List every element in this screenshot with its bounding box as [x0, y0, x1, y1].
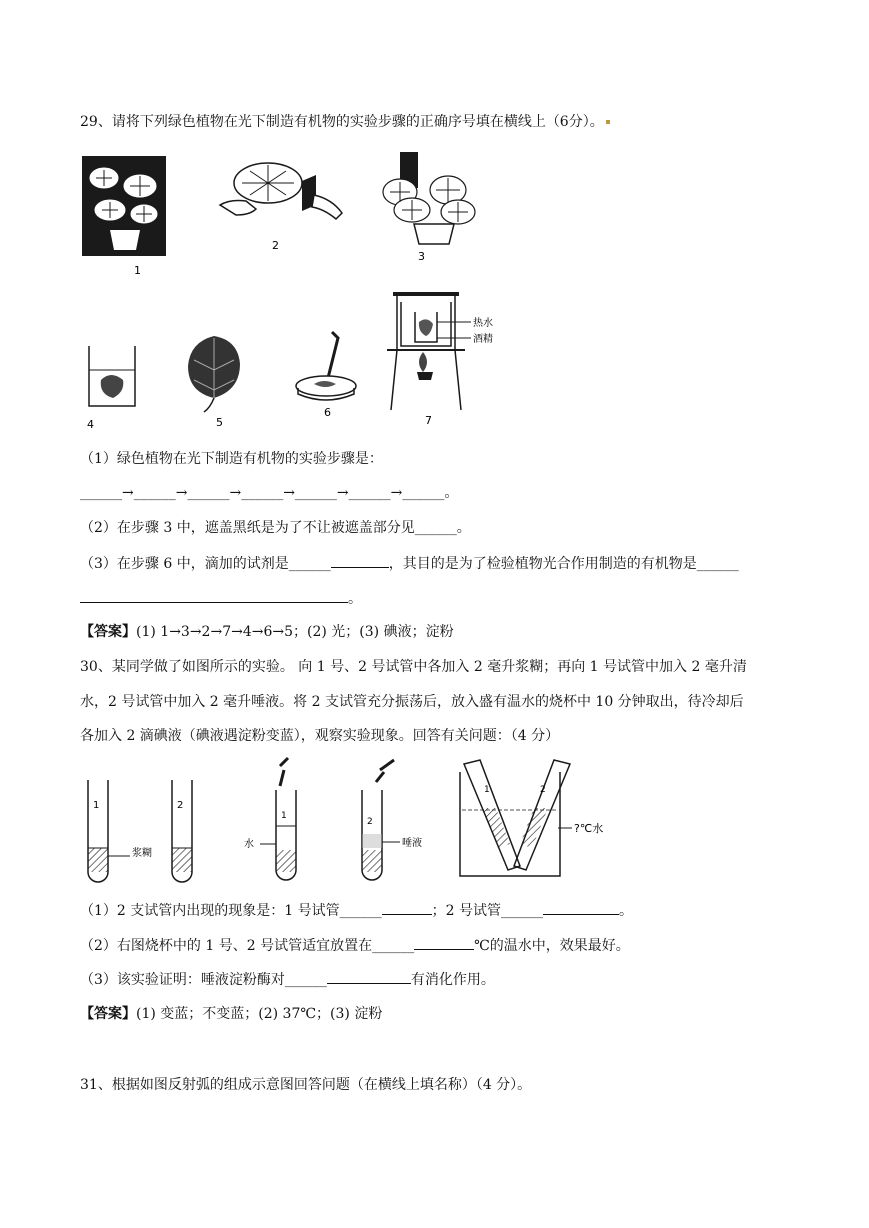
q29-figure-2	[210, 155, 350, 255]
q29-figure-6	[290, 330, 370, 430]
answer-blank	[414, 935, 474, 950]
q30-sub3-b: 有消化作用。	[410, 972, 495, 988]
q29-sub1	[80, 449, 383, 469]
answer-blank	[80, 588, 348, 603]
q29-figure-5	[180, 330, 250, 430]
answer-tag: 【答案】	[80, 1006, 136, 1022]
q31-title	[80, 1075, 531, 1095]
q30-sub1-a: （1）2 支试管内出现的现象是：1 号试管______	[80, 903, 382, 919]
q29-sub3-a: （3）在步骤 6 中，滴加的试剂是______	[80, 556, 331, 572]
label-paste: 浆糊	[132, 848, 152, 859]
q29-answer-text: (1) 1→3→2→7→4→6→5；(2) 光；(3) 碘液；淀粉	[136, 624, 454, 640]
answer-blank	[327, 969, 411, 984]
q30-sub1-b: ；2 号试管______	[431, 903, 543, 919]
q30-p2: 水，2 号试管中加入 2 毫升唾液。将 2 支试管充分振荡后，放入盛有温水的烧杯中 10 分钟取出，待冷却后	[80, 694, 744, 710]
q29-figure-4	[85, 340, 145, 435]
fig-label-4: 4	[87, 418, 94, 431]
q30-para-1	[80, 657, 747, 677]
tube-2-label: 2	[367, 817, 373, 827]
q29-sub2-text: （2）在步骤 3 中，遮盖黑纸是为了不让被遮盖部分见______。	[80, 520, 471, 536]
q30-sub1-end: 。	[618, 903, 633, 919]
fig-label-1: 1	[134, 264, 141, 277]
q29-figure-3	[378, 150, 488, 265]
q29-figure-7	[385, 290, 515, 430]
marker-dot	[606, 120, 610, 124]
answer-blank	[543, 900, 619, 915]
q30-p3: 各加入 2 滴碘液（碘液遇淀粉变蓝），观察实验现象。回答有关问题：（4 分）	[80, 728, 560, 744]
q29-sub3-cont	[80, 588, 362, 609]
fig-label-2: 2	[272, 239, 279, 252]
tube-1-label: 1	[484, 785, 490, 795]
tube-1-label: 1	[93, 800, 100, 811]
tube-1-label: 1	[281, 811, 287, 821]
label-temp-water: ?℃水	[574, 822, 604, 835]
q30-sub1	[80, 900, 633, 921]
q30-para-2	[80, 692, 744, 712]
q30-sub2-a: （2）右图烧杯中的 1 号、2 号试管适宜放置在______	[80, 938, 415, 954]
q30-sub3	[80, 969, 495, 990]
q30-p1: 30、某同学做了如图所示的实验。 向 1 号、2 号试管中各加入 2 毫升浆糊；再向 1 号试管中加入 2 毫升清	[80, 659, 747, 675]
q29-title-text: 29、请将下列绿色植物在光下制造有机物的实验步骤的正确序号填在横线上（6分）。	[80, 114, 604, 130]
answer-blank	[382, 900, 432, 915]
fig-label-7: 7	[425, 414, 432, 427]
fig-label-6: 6	[324, 406, 331, 419]
tube-2-label: 2	[177, 800, 184, 811]
q29-sub3	[80, 553, 739, 574]
q30-sub3-a: （3）该实验证明：唾液淀粉酶对______	[80, 972, 327, 988]
q29-answer	[80, 622, 454, 642]
q31-title-text: 31、根据如图反射弧的组成示意图回答问题（在横线上填名称）（4 分）。	[80, 1077, 532, 1093]
q29-sub1-blanks	[80, 483, 458, 503]
label-alcohol: 酒精	[473, 334, 493, 345]
q29-figure-1	[80, 148, 170, 278]
q29-title	[80, 112, 610, 132]
label-hot-water: 热水	[473, 318, 493, 329]
answer-tag: 【答案】	[80, 624, 136, 640]
fig-label-3: 3	[418, 250, 425, 263]
q29-sub3-b: ，其目的是为了检验植物光合作用制造的有机物是______	[388, 556, 739, 572]
q30-para-3	[80, 726, 559, 746]
q29-sub1-text: （1）绿色植物在光下制造有机物的实验步骤是：	[80, 451, 383, 467]
q30-figure	[80, 756, 640, 891]
answer-blank	[331, 553, 389, 568]
q29-sub1-blanks-text: ______→______→______→______→______→______→______。	[80, 485, 459, 501]
q30-sub2-b: ℃的温水中，效果最好。	[474, 938, 630, 954]
q29-sub3-end: 。	[348, 591, 362, 607]
label-water: 水	[244, 839, 254, 850]
fig-label-5: 5	[216, 416, 223, 429]
q30-answer	[80, 1004, 382, 1024]
tube-2-label: 2	[540, 785, 546, 795]
q30-answer-text: (1) 变蓝；不变蓝；(2) 37℃；(3) 淀粉	[136, 1006, 383, 1022]
label-saliva: 唾液	[402, 838, 422, 849]
q29-sub2	[80, 518, 471, 538]
q30-sub2	[80, 935, 630, 956]
